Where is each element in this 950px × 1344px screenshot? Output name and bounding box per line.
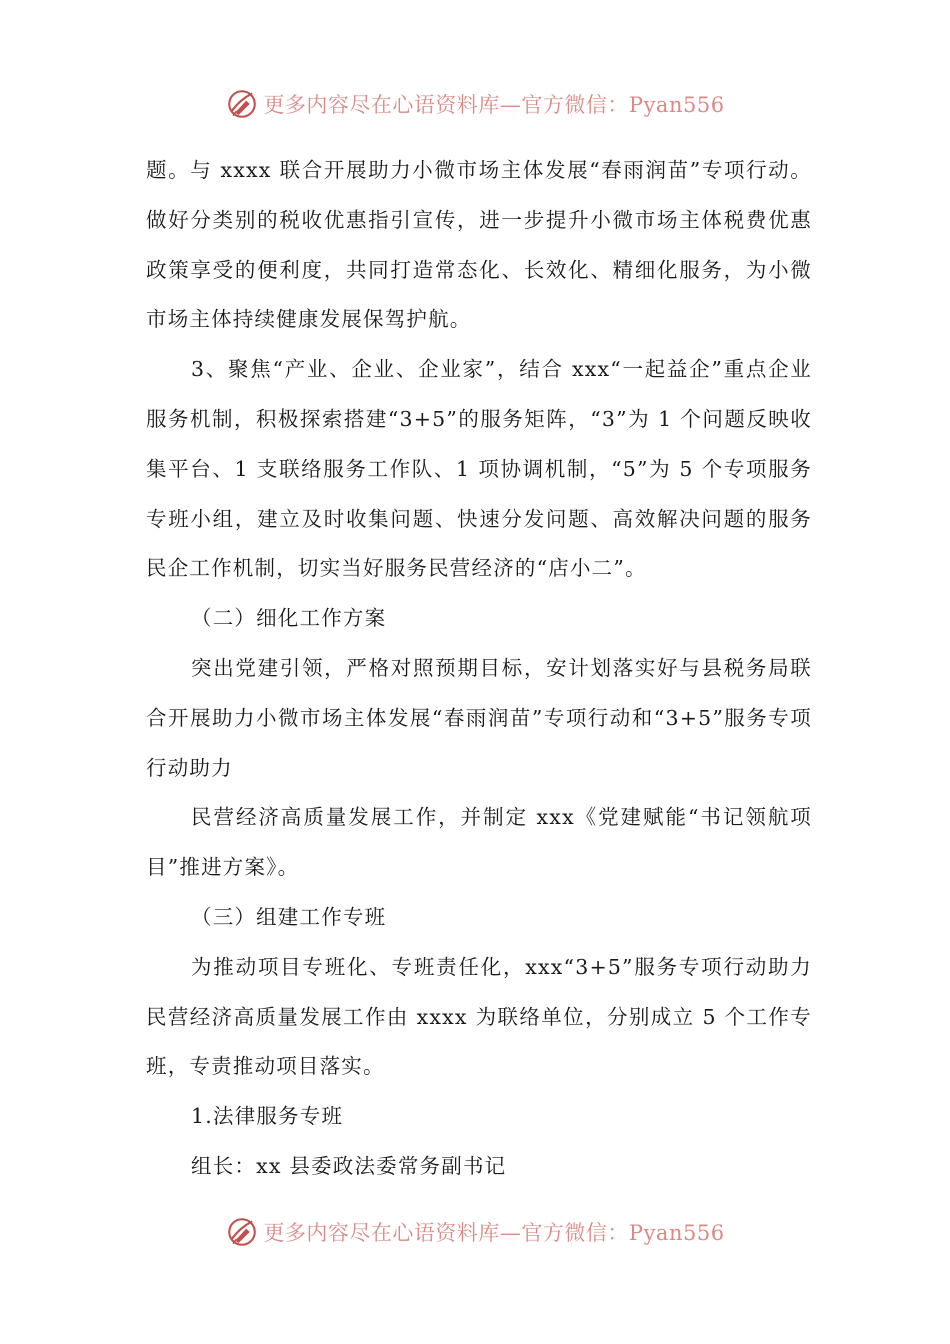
section-heading-2: （二）细化工作方案 (191, 606, 387, 631)
footer-watermark (0, 1212, 950, 1252)
sub-heading-legal-service: 1.法律服务专班 (191, 1104, 344, 1129)
watermark-text: 更多内容尽在心语资料库—官方微信：Pyan556 (263, 93, 725, 117)
paragraph-plan-continued: 民营经济高质量发展工作，并制定 xxx《党建赋能“书记领航项目”推进方案》。 (146, 805, 812, 880)
paragraph-team-leader: 组长：xx 县委政法委常务副书记 (191, 1153, 507, 1178)
paragraph-point-3: 3、聚焦“产业、企业、企业家”，结合 xxx“一起益企”重点企业服务机制，积极探索搭建“3+5”的服务矩阵，“3”为 1 个问题反映收集平台、1 支联络服务工作队、1 项协调机制，“5”为 5 个专项服务专班小组，建立及时收集问题、快速分发问题、高效解决问题的服务民企工作机制，切实当好服务民营经济的“店小二”。 (146, 357, 812, 581)
header-watermark (0, 84, 950, 124)
paragraph-continued: 题。与 xxxx 联合开展助力小微市场主体发展“春雨润苗”专项行动。做好分类别的税收优惠指引宣传，进一步提升小微市场主体税费优惠政策享受的便利度，共同打造常态化、长效化、精细化服务，为小微市场主体持续健康发展保驾护航。 (146, 158, 812, 332)
paragraph-task-force: 为推动项目专班化、专班责任化，xxx“3+5”服务专项行动助力民营经济高质量发展工作由 xxxx 为联络单位，分别成立 5 个工作专班，专责推动项目落实。 (146, 954, 812, 1079)
paragraph-plan: 突出党建引领，严格对照预期目标，安计划落实好与县税务局联合开展助力小微市场主体发展“春雨润苗”专项行动和“3+5”服务专项行动助力 (146, 655, 812, 780)
watermark-text: 更多内容尽在心语资料库—官方微信：Pyan556 (263, 1221, 725, 1245)
section-heading-3: （三）组建工作专班 (191, 904, 387, 929)
pen-seal-icon (225, 87, 259, 121)
pen-seal-icon (225, 1215, 259, 1249)
document-body (146, 146, 812, 1192)
